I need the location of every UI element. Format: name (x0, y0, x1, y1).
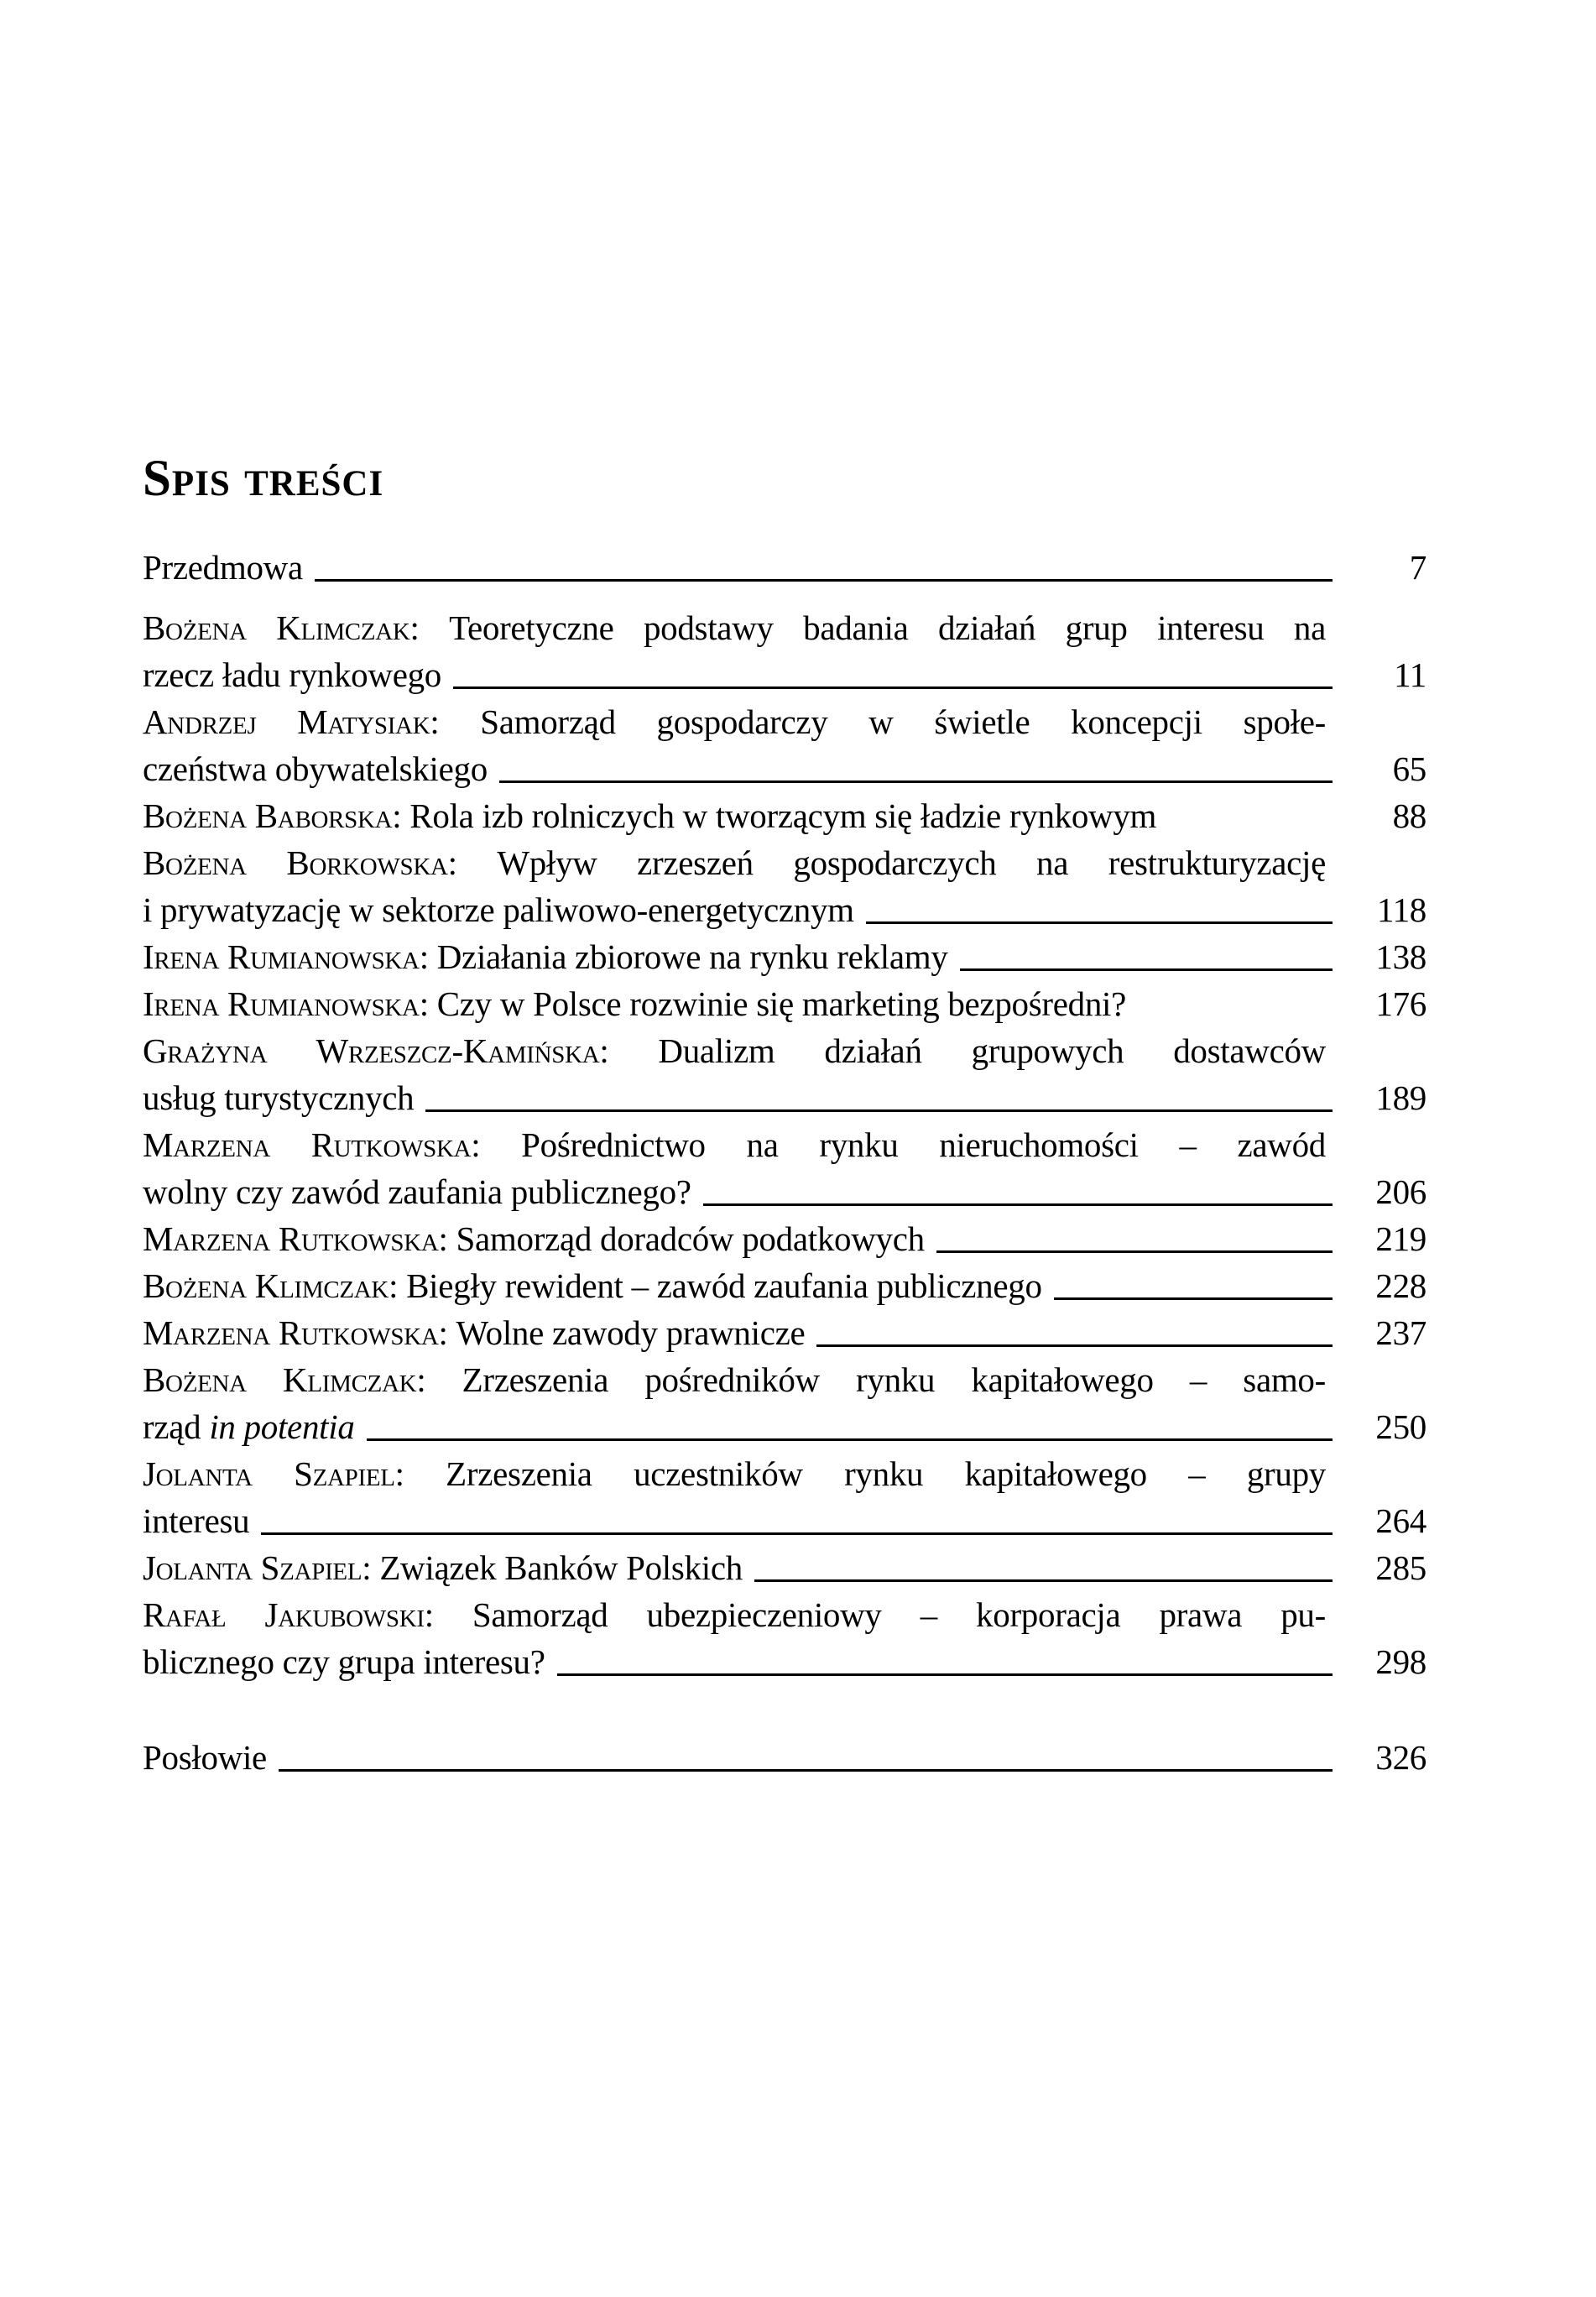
toc-entry (143, 1356, 1426, 1450)
toc-entry-text: Pośrednictwo na rynku nieruchomości – zawód (521, 1125, 1326, 1164)
page-number: 298 (1375, 1642, 1426, 1681)
leader-line (315, 579, 1333, 582)
page-number: 237 (1375, 1313, 1426, 1352)
toc-entry-line (143, 1734, 1426, 1781)
toc-author-name: Andrzej Matysiak: (143, 702, 481, 741)
toc-entry-text: interesu (143, 1501, 250, 1540)
toc-entry (143, 604, 1426, 698)
leader-line (816, 1344, 1333, 1347)
page-number: 189 (1375, 1078, 1426, 1117)
toc-entry (143, 933, 1426, 980)
toc-entry (143, 1309, 1426, 1356)
toc-entry-text: Przedmowa (143, 548, 303, 587)
toc-entry-text: Wolne zawody prawnicze (456, 1313, 806, 1352)
leader-line (866, 921, 1333, 924)
toc-author-name: Rafał Jakubowski: (143, 1595, 472, 1634)
toc-entry-text: Wpływ zrzeszeń gospodarczych na restrukturyzację (497, 843, 1326, 882)
page-number: 11 (1394, 655, 1426, 694)
toc-entry-text: wolny czy zawód zaufania publicznego? (143, 1172, 691, 1211)
toc-entry-text: Biegły rewident – zawód zaufania publicznego (406, 1266, 1042, 1305)
toc-entry-line (143, 792, 1426, 839)
toc-entry-line (143, 604, 1326, 651)
toc-entry-line (143, 1450, 1326, 1497)
page-number: 219 (1375, 1219, 1426, 1258)
leader-line (499, 780, 1333, 783)
toc-entry-line (143, 1591, 1326, 1638)
toc-author-name: Bożena Klimczak: (143, 1360, 462, 1399)
toc-entry (143, 1262, 1426, 1309)
toc-author-name: Jolanta Szapiel: (143, 1454, 446, 1493)
leader-line (425, 1109, 1333, 1112)
toc-entry-line (143, 1027, 1326, 1074)
leader-line (261, 1532, 1333, 1535)
page-title: Spis treści (143, 451, 384, 507)
toc-author-name: Marzena Rutkowska: (143, 1125, 522, 1164)
toc-entry-text: Rola izb rolniczych w tworzącym się ładzie rynkowym (409, 796, 1157, 835)
toc-entry-line (143, 1638, 1426, 1685)
toc-entry-line (143, 839, 1326, 886)
toc-entry-text: Samorząd doradców podatkowych (456, 1219, 925, 1258)
page-number: 264 (1375, 1501, 1426, 1540)
toc-entry-text: Związek Banków Polskich (379, 1548, 743, 1587)
page-number: 206 (1375, 1172, 1426, 1211)
toc-entry (143, 1121, 1426, 1215)
leader-line (1054, 1297, 1333, 1300)
toc-author-name: Marzena Rutkowska: (143, 1313, 456, 1352)
toc-entry (143, 544, 1426, 591)
toc-entry-line (143, 544, 1426, 591)
toc-entry-text: Samorząd gospodarczy w świetle koncepcji społe- (480, 702, 1326, 741)
toc-entry (143, 792, 1426, 839)
toc-list (143, 544, 1426, 1781)
toc-entry-line (143, 1356, 1326, 1403)
toc-entry-text: Działania zbiorowe na rynku reklamy (436, 937, 948, 976)
toc-entry-text: Posłowie (143, 1738, 267, 1777)
toc-entry (143, 698, 1426, 792)
toc-entry-text: rząd (143, 1407, 210, 1446)
leader-line (557, 1673, 1333, 1676)
page-number: 250 (1375, 1407, 1426, 1446)
toc-entry (143, 1544, 1426, 1591)
toc-entry-line (143, 886, 1426, 933)
toc-entry-text: Zrzeszenia pośredników rynku kapitałowego – samo- (462, 1360, 1326, 1399)
page-number: 7 (1409, 548, 1426, 587)
toc-entry (143, 1027, 1426, 1121)
toc-entry-line (143, 980, 1426, 1027)
toc-entry-line (143, 1497, 1426, 1544)
toc-author-name: Irena Rumianowska: (143, 937, 437, 976)
toc-entry-line (143, 1403, 1426, 1450)
toc-author-name: Bożena Borkowska: (143, 843, 498, 882)
page-number: 88 (1392, 796, 1426, 835)
leader-line (703, 1203, 1333, 1206)
toc-entry-line (143, 1262, 1426, 1309)
toc-entry-line (143, 1544, 1426, 1591)
toc-author-name: Bożena Klimczak: (143, 608, 450, 647)
page-number: 326 (1375, 1738, 1426, 1777)
toc-entry-text: Czy w Polsce rozwinie się marketing bezpośredni? (436, 984, 1127, 1023)
toc-entry (143, 1450, 1426, 1544)
leader-line (453, 686, 1333, 689)
toc-author-name: Marzena Rutkowska: (143, 1219, 456, 1258)
toc-entry-line (143, 651, 1426, 698)
toc-entry-text: rzecz ładu rynkowego (143, 655, 441, 694)
leader-line (936, 1250, 1333, 1253)
toc-author-name: Bożena Klimczak: (143, 1266, 407, 1305)
toc-entry-text: i prywatyzację w sektorze paliwowo-energetycznym (143, 890, 854, 929)
toc-entry-line (143, 1074, 1426, 1121)
page-number: 228 (1375, 1266, 1426, 1305)
toc-author-name: Irena Rumianowska: (143, 984, 437, 1023)
toc-entry (143, 1215, 1426, 1262)
toc-entry-line (143, 1168, 1426, 1215)
toc-author-name: Jolanta Szapiel: (143, 1548, 380, 1587)
toc-entry (143, 1734, 1426, 1781)
page-number: 176 (1375, 984, 1426, 1023)
toc-entry-text: Teoretyczne podstawy badania działań grup interesu na (449, 608, 1326, 647)
leader-line (367, 1438, 1333, 1441)
page-number: 118 (1376, 890, 1426, 929)
toc-entry (143, 839, 1426, 933)
leader-line (754, 1579, 1333, 1582)
toc-entry (143, 1591, 1426, 1685)
toc-entry-text: czeństwa obywatelskiego (143, 749, 488, 788)
toc-entry-text: Dualizm działań grupowych dostawców (658, 1031, 1326, 1070)
page-number: 138 (1375, 937, 1426, 976)
toc-entry-text: usług turystycznych (143, 1078, 415, 1117)
toc-entry-line (143, 745, 1426, 792)
toc-author-name: Bożena Baborska: (143, 796, 410, 835)
toc-entry-text: blicznego czy grupa interesu? (143, 1642, 545, 1681)
toc-entry-line (143, 1309, 1426, 1356)
page-number: 65 (1392, 749, 1426, 788)
toc-author-name: Grażyna Wrzeszcz-Kamińska: (143, 1031, 659, 1070)
toc-entry-line (143, 1121, 1326, 1168)
toc-entry (143, 980, 1426, 1027)
toc-entry-line (143, 933, 1426, 980)
toc-entry-text: Samorząd ubezpieczeniowy – korporacja prawa pu- (472, 1595, 1326, 1634)
toc-entry-text: Zrzeszenia uczestników rynku kapitałowego – grupy (446, 1454, 1326, 1493)
page-number: 285 (1375, 1548, 1426, 1587)
toc-entry-text: in potentia (209, 1407, 355, 1446)
toc-entry-line (143, 698, 1326, 745)
toc-entry-line (143, 1215, 1426, 1262)
leader-line (960, 968, 1333, 971)
leader-line (279, 1769, 1333, 1772)
